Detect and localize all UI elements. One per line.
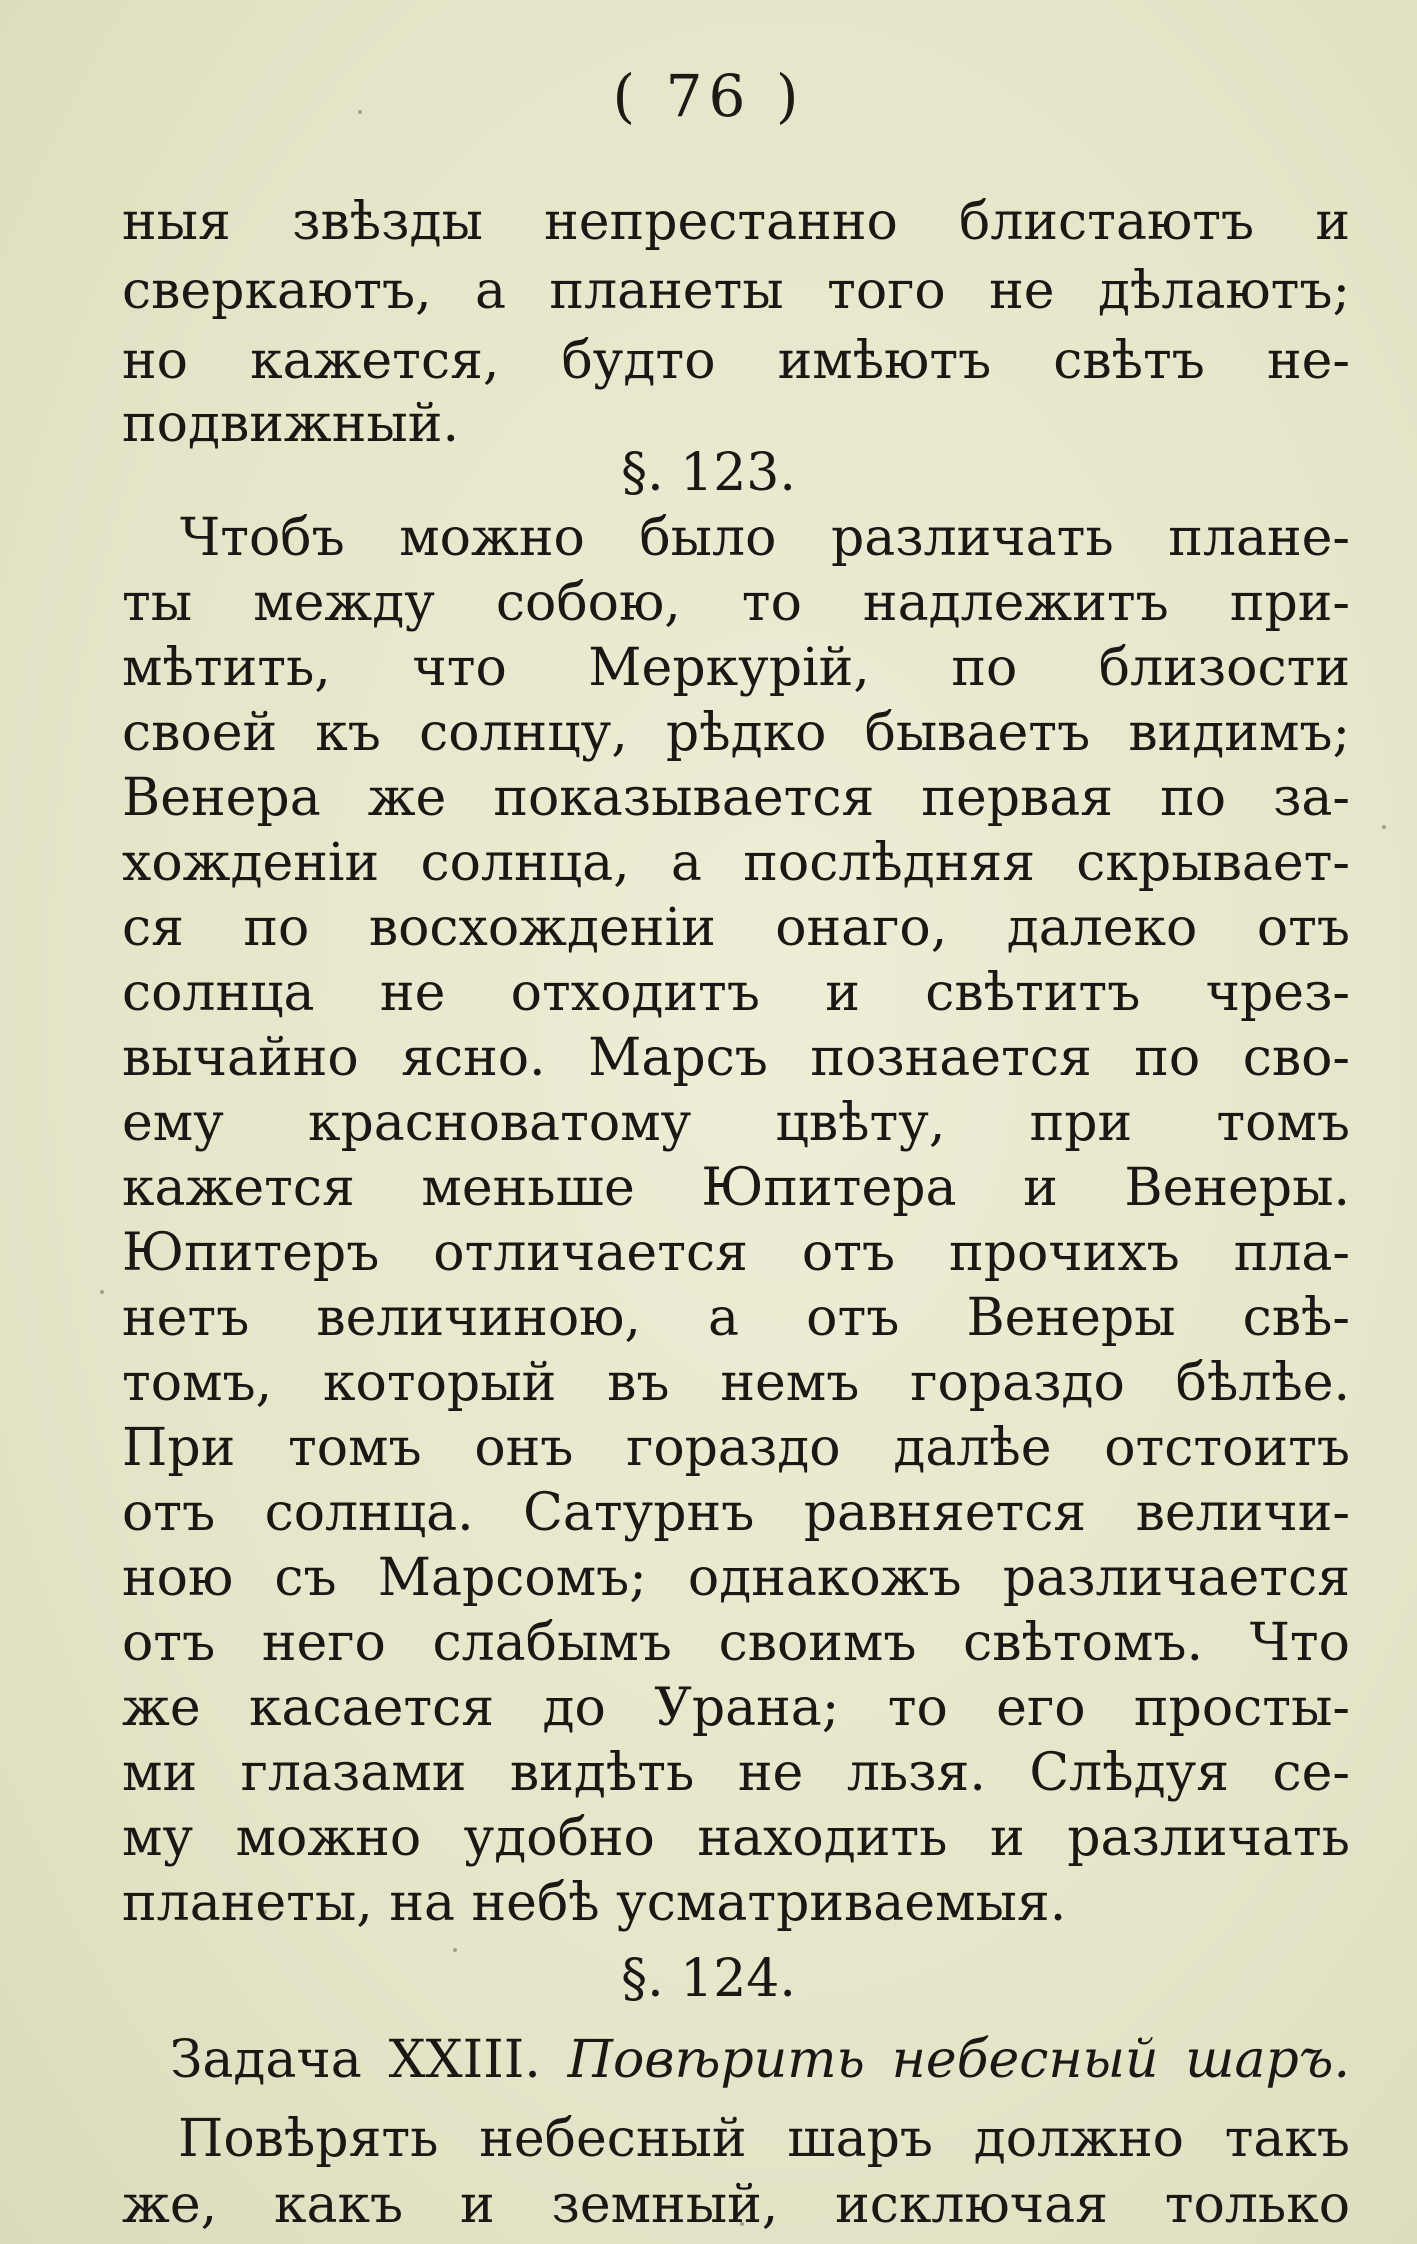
paper-speck [100,1290,104,1294]
text-line: ми глазами видѣть не льзя. Слѣдуя се- [122,1743,1350,1803]
section-heading-123: §. 123. [621,443,796,503]
text-line: При томъ онъ гораздо далѣе отстоитъ [122,1418,1350,1478]
text-line: ему красноватому цвѣту, при томъ [122,1093,1350,1153]
text-line: му можно удобно находить и различать [122,1808,1350,1868]
text-line: же, какъ и земный, исключая только [122,2175,1350,2235]
text-line: же касается до Урана; то его просты- [122,1678,1350,1738]
text-line: солнца не отходитъ и свѣтитъ чрез- [122,963,1350,1023]
text-line: Чтобъ можно было различать плане- [180,508,1350,568]
paper-speck [1382,825,1386,829]
text-line: Юпитеръ отличается отъ прочихъ пла- [122,1223,1350,1283]
text-line: подвижный. [122,394,459,454]
text-line: ся по восхожденіи онаго, далеко отъ [122,898,1350,958]
text-line: Венера же показывается первая по за- [122,768,1350,828]
section-heading-124: §. 124. [621,1949,796,2009]
text-line: ты между собою, то надлежитъ при- [122,573,1350,633]
text-line: томъ, который въ немъ гораздо бѣлѣе. [122,1353,1350,1413]
text-line: мѣтить, что Меркурій, по близости [122,638,1350,698]
text-line: нетъ величиною, а отъ Венеры свѣ- [122,1288,1350,1348]
text-line: ною съ Марсомъ; однакожъ различается [122,1548,1350,1608]
text-line: вычайно ясно. Марсъ познается по сво- [122,1028,1350,1088]
text-line: планеты, на небѣ усматриваемыя. [122,1873,1067,1933]
text-line: хожденіи солнца, а послѣдняя скрывает- [122,833,1350,893]
text-line: но кажется, будто имѣютъ свѣтъ не- [122,331,1350,391]
task-title: Повѣрить небесный шаръ. [567,2030,1350,2090]
text-line: своей къ солнцу, рѣдко бываетъ видимъ; [122,703,1350,763]
text-line: сверкаютъ, а планеты того не дѣлаютъ; [122,261,1350,321]
task-label: Задача XXIII. [170,2030,541,2090]
page-number: ( 76 ) [612,62,805,130]
text-line: кажется меньше Юпитера и Венеры. [122,1158,1350,1218]
text-line: отъ него слабымъ своимъ свѣтомъ. Что [122,1613,1350,1673]
text-line: отъ солнца. Сатурнъ равняется величи- [122,1483,1350,1543]
text-line: Повѣрять небесный шаръ должно такъ [178,2109,1350,2169]
text-line: ныя звѣзды непрестанно блистаютъ и [122,192,1350,252]
task-heading [170,2025,1350,2095]
